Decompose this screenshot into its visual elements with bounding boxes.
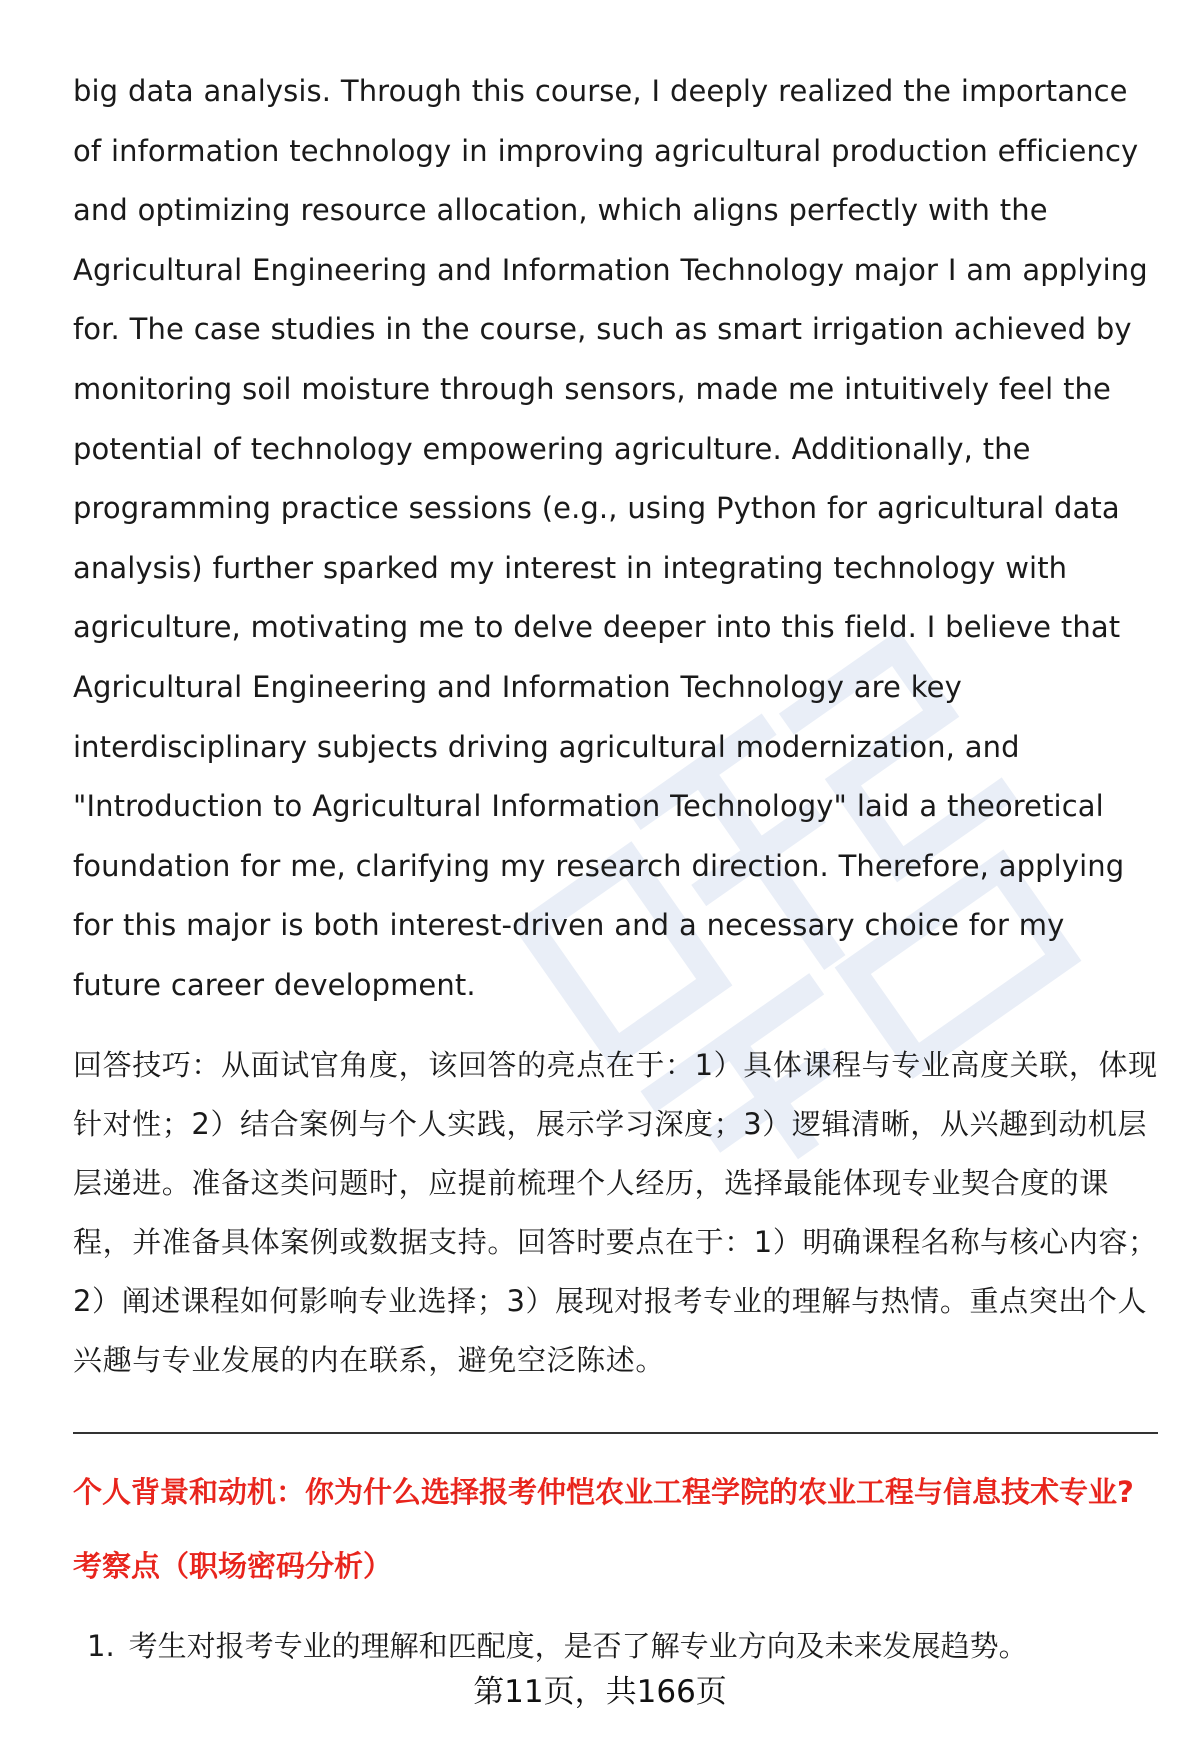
- document-page: [73, 62, 1158, 1666]
- assessment-points-list: [73, 1626, 1158, 1666]
- answer-tips-label: 回答技巧：: [73, 1047, 222, 1082]
- list-item-number: 1.: [87, 1628, 115, 1663]
- list-item-text: 考生对报考专业的理解和匹配度，是否了解专业方向及未来发展趋势。: [128, 1628, 1028, 1663]
- list-item: [73, 1626, 1158, 1666]
- answer-tips-text: 从面试官角度，该回答的亮点在于：1）具体课程与专业高度关联，体现针对性；2）结合案例与个人实践，展示学习深度；3）逻辑清晰，从兴趣到动机层层递进。准备这类问题时，应提前梳理个人经历，选择最能体现专业契合度的课程，并准备具体案例或数据支持。回答时要点在于：1）明确课程名称与核心内容；2）阐述课程如何影响专业选择；3）展现对报考专业的理解与热情。重点突出个人兴趣与专业发展的内在联系，避免空泛陈述。: [73, 1047, 1158, 1377]
- answer-tips: [73, 1036, 1158, 1390]
- assessment-points-heading: 考察点（职场密码分析）: [73, 1548, 393, 1583]
- question-heading: 个人背景和动机：你为什么选择报考仲恺农业工程学院的农业工程与信息技术专业?: [73, 1474, 1134, 1509]
- answer-paragraph: big data analysis. Through this course, I deeply realized the importance of information technology in improving agricultural production efficiency and optimizing resource allocation, which aligns perfectly with the Agricultural Engineering and Information Technology major I am applying for. The case studies in the course, such as smart irrigation achieved by monitoring soil moisture through sensors, made me intuitively feel the potential of technology empowering agriculture. Additionally, the programming practice sessions (e.g., using Python for agricultural data analysis) further sparked my interest in integrating technology with agriculture, motivating me to delve deeper into this field. I believe that Agricultural Engineering and Information Technology are key interdisciplinary subjects driving agricultural modernization, and "Introduction to Agricultural Information Technology" laid a theoretical foundation for me, clarifying my research direction. Therefore, applying for this major is both interest-driven and a necessary choice for my future career development.: [73, 74, 1148, 1002]
- page-number: 第11页，共166页: [473, 1674, 727, 1710]
- section-divider: [73, 1432, 1158, 1434]
